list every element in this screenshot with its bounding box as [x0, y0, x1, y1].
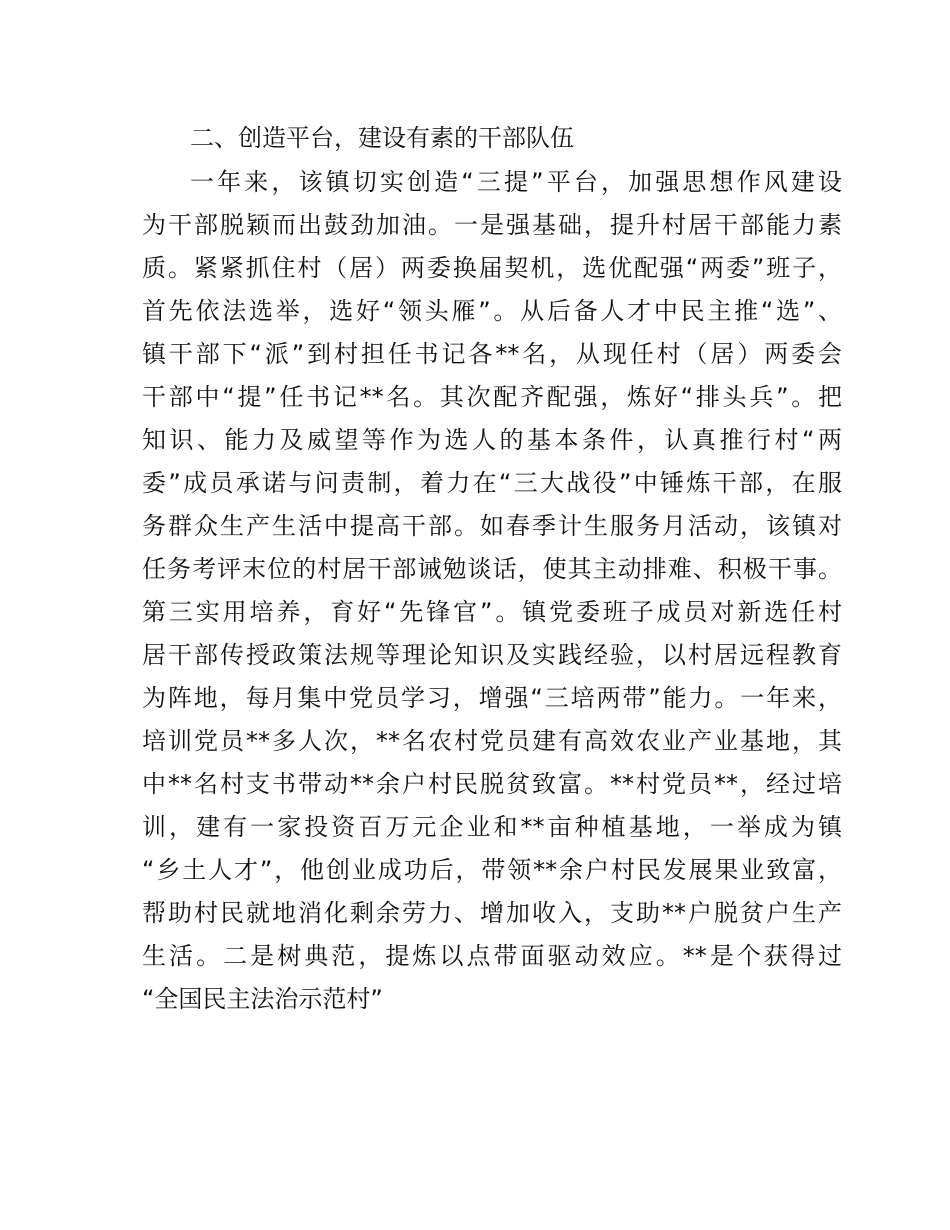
- paragraph-line: 帮助村民就地消化剩余劳力、增加收入，支助**户脱贫户生产: [142, 899, 842, 927]
- paragraph-line: 培训党员**多人次，**名农村党员建有高效农业产业基地，其: [142, 727, 842, 755]
- section-heading: 二、创造平台，建设有素的干部队伍: [190, 124, 574, 152]
- paragraph-line: 干部中“提”任书记**名。其次配齐配强，炼好“排头兵”。把: [142, 383, 842, 411]
- paragraph-line: 委”成员承诺与问责制，着力在“三大战役”中锤炼干部，在服: [142, 469, 842, 497]
- paragraph-line: 知识、能力及威望等作为选人的基本条件，认真推行村“两: [142, 426, 842, 454]
- paragraph-line: 务群众生产生活中提高干部。如春季计生服务月活动，该镇对: [142, 512, 842, 540]
- paragraph-line: 一年来，该镇切实创造“三提”平台，加强思想作风建设: [190, 168, 842, 196]
- paragraph-line: 中**名村支书带动**余户村民脱贫致富。**村党员**，经过培: [142, 770, 842, 798]
- paragraph-line: “乡土人才”，他创业成功后，带领**余户村民发展果业致富，: [142, 856, 842, 884]
- paragraph-line: 质。紧紧抓住村（居）两委换届契机，选优配强“两委”班子，: [142, 254, 842, 282]
- paragraph-line: 居干部传授政策法规等理论知识及实践经验，以村居远程教育: [142, 641, 842, 669]
- paragraph-line: 镇干部下“派”到村担任书记各**名，从现任村（居）两委会: [142, 340, 842, 368]
- paragraph-line: 生活。二是树典范，提炼以点带面驱动效应。**是个获得过: [142, 942, 842, 970]
- paragraph-line: 训，建有一家投资百万元企业和**亩种植基地，一举成为镇: [142, 813, 842, 841]
- paragraph-line: “全国民主法治示范村”: [142, 985, 383, 1013]
- paragraph-line: 任务考评末位的村居干部诫勉谈话，使其主动排难、积极干事。: [142, 555, 842, 583]
- paragraph-line: 为干部脱颖而出鼓劲加油。一是强基础，提升村居干部能力素: [142, 211, 842, 239]
- paragraph-line: 第三实用培养，育好“先锋官”。镇党委班子成员对新选任村: [142, 598, 842, 626]
- paragraph-line: 首先依法选举，选好“领头雁”。从后备人才中民主推“选”、: [142, 297, 842, 325]
- paragraph-line: 为阵地，每月集中党员学习，增强“三培两带”能力。一年来，: [142, 684, 842, 712]
